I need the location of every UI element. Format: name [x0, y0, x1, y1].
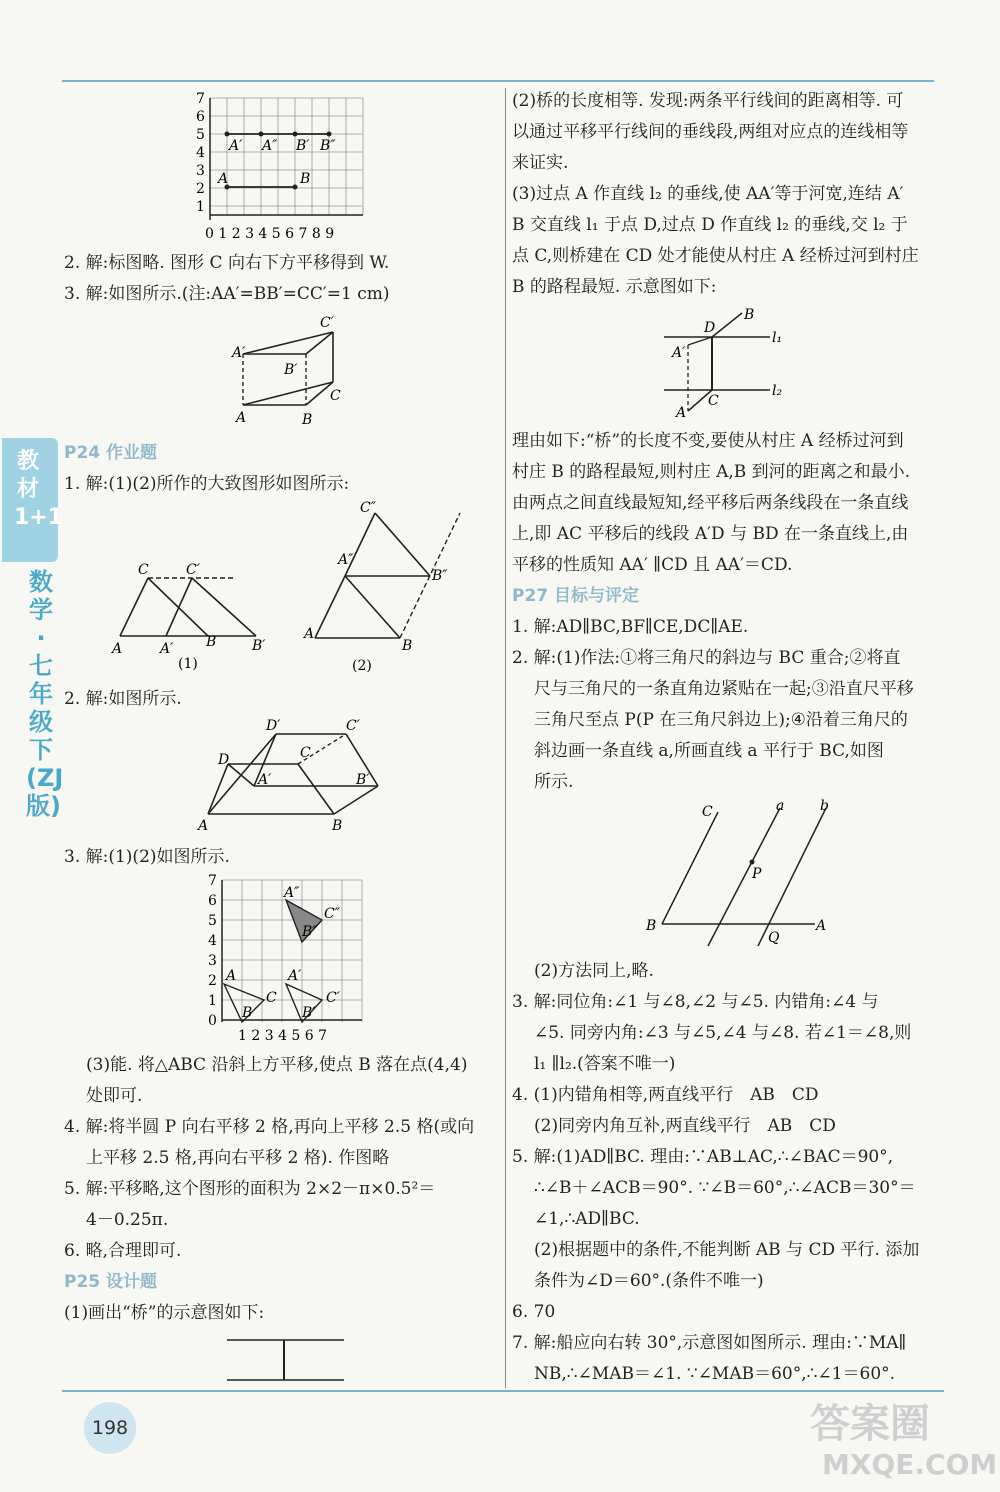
point-label: D	[218, 752, 230, 768]
line-label: a	[776, 798, 785, 814]
point-label: B	[646, 918, 657, 934]
point-label: B	[242, 1005, 253, 1021]
grid-figure-3	[206, 872, 376, 1047]
point-label: B″	[320, 138, 336, 154]
section-heading: P27 目标与评定	[512, 586, 640, 606]
answer-line: B 的路程最短. 示意图如下:	[512, 277, 717, 297]
point-label: P	[752, 866, 762, 882]
answer-line: 3. 解:(1)(2)如图所示.	[64, 847, 230, 867]
y-tick: 2	[196, 181, 205, 197]
answer-line: 3. 解:同位角:∠1 与∠8,∠2 与∠5. 内错角:∠4 与	[512, 992, 879, 1012]
translation-figure-1	[108, 558, 278, 673]
point-label: B′	[252, 638, 266, 654]
bridge-diagram	[662, 305, 802, 425]
point-label: C	[138, 562, 149, 578]
y-tick: 3	[196, 163, 205, 179]
y-tick: 3	[208, 953, 217, 969]
translation-figure-2	[300, 498, 470, 673]
answer-line: 斜边画一条直线 a,所画直线 a 平行于 BC,如图	[534, 741, 884, 761]
answer-line: 处即可.	[86, 1086, 143, 1106]
x-ticks: 1 2 3 4 5 6 7	[238, 1028, 328, 1044]
answer-line: 2. 解:标图略. 图形 C 向右下方平移得到 W.	[64, 253, 390, 273]
point-label: A	[304, 626, 315, 642]
point-label: C″	[360, 500, 376, 516]
point-label: Q	[768, 930, 780, 946]
answer-line: 上,即 AC 平移后的线段 A′D 与 BD 在一条直线上,由	[512, 524, 909, 544]
point-label: A	[226, 968, 237, 984]
point-label: A′	[229, 138, 243, 154]
y-tick: 4	[208, 933, 217, 949]
y-tick: 7	[196, 91, 205, 107]
point-label: A	[218, 171, 229, 187]
point-label: A	[112, 641, 123, 657]
answer-line: 5. 解:平移略,这个图形的面积为 2×2－π×0.5²＝	[64, 1179, 436, 1199]
point-label: D	[704, 320, 716, 336]
answer-line: (3)过点 A 作直线 l₂ 的垂线,使 AA′等于河宽,连结 A′	[512, 184, 904, 204]
point-label: B	[206, 634, 217, 650]
trapezoid-figure	[196, 712, 386, 837]
answer-line: 村庄 B 的路程最短,则村庄 A,B 到河的距离之和最小.	[512, 462, 911, 482]
answer-line: NB,∴∠MAB＝∠1. ∵∠MAB＝60°,∴∠1＝60°.	[534, 1364, 896, 1384]
point-label: A′	[160, 641, 174, 657]
point-label: C″	[324, 906, 340, 922]
point-label: C′	[326, 990, 340, 1006]
point-label: A	[236, 410, 247, 426]
point-label: B″	[302, 924, 318, 940]
answer-line: 1. 解:AD∥BC,BF∥CE,DC∥AE.	[512, 617, 749, 637]
point-label: B	[402, 638, 413, 654]
line-label: b	[820, 798, 829, 814]
answer-line: B 交直线 l₁ 于点 D,过点 D 作直线 l₂ 的垂线,交 l₂ 于	[512, 215, 908, 235]
bridge-sketch-left	[222, 1332, 352, 1387]
point-label: B′	[356, 772, 370, 788]
page-number: 198	[84, 1402, 136, 1454]
answer-line: 2. 解:(1)作法:①将三角尺的斜边与 BC 重合;②将直	[512, 648, 901, 668]
answer-line: ∴∠B＋∠ACB＝90°. ∵∠B＝60°,∴∠ACB＝30°＝	[534, 1178, 916, 1198]
y-tick: 6	[196, 109, 205, 125]
point-label: B	[302, 412, 313, 428]
answer-line: ∠1,∴AD∥BC.	[534, 1209, 640, 1229]
grid-figure-1	[192, 90, 372, 250]
answer-line: 4. (1)内错角相等,两直线平行 AB CD	[512, 1085, 819, 1105]
answer-line: 条件为∠D＝60°.(条件不唯一)	[534, 1271, 764, 1291]
point-label: B	[332, 818, 343, 834]
answer-line: (2)根据题中的条件,不能判断 AB 与 CD 平行. 添加	[534, 1240, 920, 1260]
point-label: A′	[232, 345, 246, 361]
point-label: C′	[186, 562, 200, 578]
line-label: l₂	[772, 383, 783, 399]
point-label: A′	[672, 345, 686, 361]
answer-line: 点 C,则桥建在 CD 处才能使从村庄 A 经桥过河到村庄	[512, 246, 919, 266]
answer-line: 上平移 2.5 格,再向右平移 2 格). 作图略	[86, 1148, 390, 1168]
answer-line: (2)方法同上,略.	[534, 961, 654, 981]
answer-line: l₁ ∥l₂.(答案不唯一)	[534, 1054, 676, 1074]
point-label: A′	[288, 968, 302, 984]
point-label: B′	[296, 138, 310, 154]
point-label: B	[300, 171, 311, 187]
line-label: l₁	[772, 330, 783, 346]
point-label: C	[266, 990, 277, 1006]
answer-line: 7. 解:船应向右转 30°,示意图如图所示. 理由:∵MA∥	[512, 1333, 907, 1353]
prism-figure	[228, 312, 358, 430]
point-label: A′	[258, 772, 272, 788]
answer-line: (2)桥的长度相等. 发现:两条平行线间的距离相等. 可	[512, 91, 904, 111]
answer-line: 平移的性质知 AA′ ∥CD 且 AA′＝CD.	[512, 555, 793, 575]
y-tick: 2	[208, 973, 217, 989]
y-tick: 6	[208, 893, 217, 909]
figure-caption: (2)	[352, 658, 372, 674]
answer-line: (1)画出“桥”的示意图如下:	[64, 1303, 265, 1323]
answer-line: (3)能. 将△ABC 沿斜上方平移,使点 B 落在点(4,4)	[86, 1055, 468, 1075]
answer-line: 6. 70	[512, 1302, 556, 1322]
point-label: B′	[284, 362, 298, 378]
point-label: C	[330, 388, 341, 404]
point-label: A	[198, 818, 209, 834]
y-tick: 5	[208, 913, 217, 929]
answer-line: (2)同旁内角互补,两直线平行 AB CD	[534, 1116, 836, 1136]
y-tick: 4	[196, 145, 205, 161]
point-label: B′	[302, 1005, 316, 1021]
answer-line: 5. 解:(1)AD∥BC. 理由:∵AB⊥AC,∴∠BAC＝90°,	[512, 1147, 894, 1167]
answer-line: 由两点之间直线最短知,经平移后两条线段在一条直线	[512, 493, 909, 513]
side-tab-label: 教材1+1	[14, 449, 64, 530]
point-label: A	[676, 405, 687, 421]
point-label: C	[708, 393, 719, 409]
point-label: C	[300, 745, 311, 761]
answer-line: 尺与三角尺的一条直角边紧贴在一起;③沿直尺平移	[534, 679, 914, 699]
answer-line: 三角尺至点 P(P 在三角尺斜边上);④沿着三角尺的	[534, 710, 908, 730]
answer-line: ∠5. 同旁内角:∠3 与∠5,∠4 与∠8. 若∠1＝∠8,则	[534, 1023, 912, 1043]
point-label: A″	[338, 552, 354, 568]
answer-line: 3. 解:如图所示.(注:AA′=BB′=CC′=1 cm)	[64, 284, 390, 304]
point-label: C′	[346, 718, 360, 734]
point-label: A″	[284, 885, 300, 901]
point-label: A″	[262, 138, 278, 154]
section-heading: P25 设计题	[64, 1272, 158, 1292]
y-tick: 1	[208, 993, 217, 1009]
watermark-url: MXQE.COM	[822, 1448, 998, 1481]
figure-caption: (1)	[178, 656, 198, 672]
book-title: 数学·七年级下(ZJ版)	[26, 568, 64, 820]
answer-line: 2. 解:如图所示.	[64, 689, 182, 709]
point-label: B″	[432, 568, 448, 584]
watermark-logo: 答案圈	[810, 1401, 930, 1447]
point-label: B	[744, 307, 755, 323]
point-label: C	[702, 804, 713, 820]
parallel-lines-figure	[640, 800, 840, 950]
answer-line: 理由如下:“桥”的长度不变,要使从村庄 A 经桥过河到	[512, 431, 904, 451]
answer-line: 4－0.25π.	[86, 1210, 169, 1230]
answer-line: 1. 解:(1)(2)所作的大致图形如图所示:	[64, 474, 350, 494]
answer-line: 来证实.	[512, 153, 569, 173]
y-tick: 0	[208, 1013, 217, 1029]
y-tick: 5	[196, 127, 205, 143]
section-heading: P24 作业题	[64, 443, 158, 463]
column-divider	[505, 88, 506, 1388]
point-label: C′	[320, 315, 334, 331]
point-label: A	[816, 918, 827, 934]
answer-line: 6. 略,合理即可.	[64, 1241, 182, 1261]
x-ticks: 0 1 2 3 4 5 6 7 8 9	[205, 226, 335, 242]
answer-line: 所示.	[534, 772, 574, 792]
point-label: D′	[266, 718, 281, 734]
answer-line: 以通过平移平行线间的垂线段,两组对应点的连线相等	[512, 122, 909, 142]
y-tick: 7	[208, 873, 217, 889]
y-tick: 1	[196, 199, 205, 215]
top-rule	[62, 80, 934, 82]
answer-line: 4. 解:将半圆 P 向右平移 2 格,再向上平移 2.5 格(或向	[64, 1117, 475, 1137]
